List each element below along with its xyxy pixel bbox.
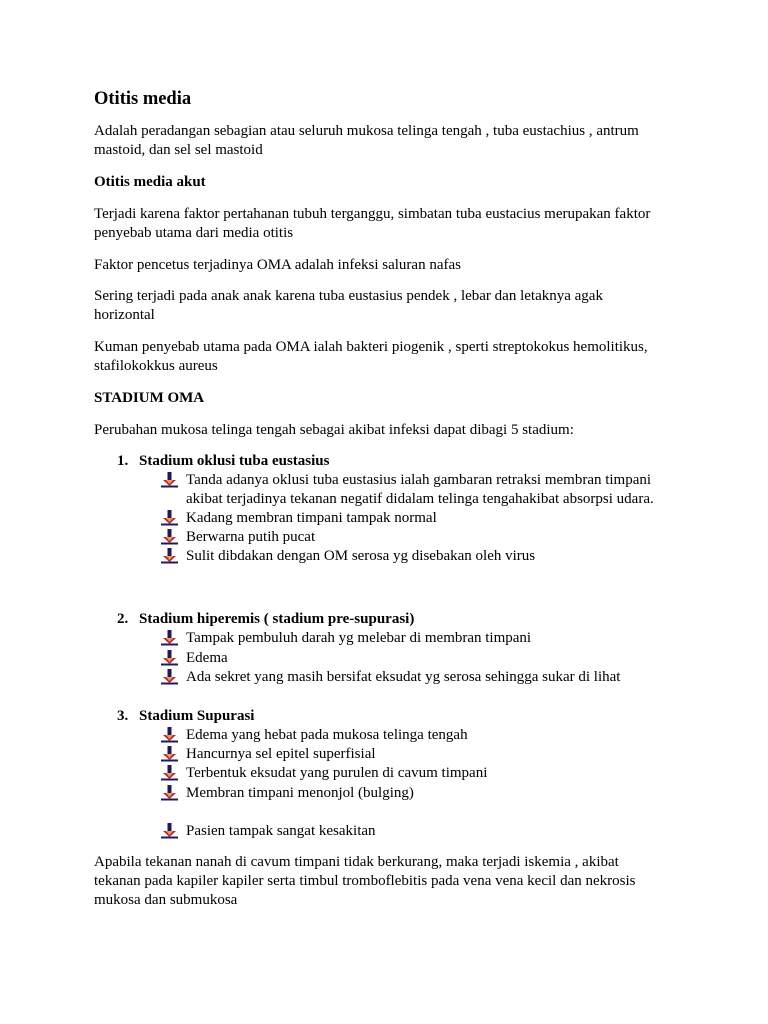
list-item-text: Berwarna putih pucat	[186, 529, 316, 545]
down-arrow-bullet-icon	[161, 765, 178, 781]
list-item-text: Tampak pembuluh darah yg melebar di membran timpani	[186, 630, 532, 646]
intro-line-2: mastoid, dan sel sel mastoid	[94, 142, 263, 158]
down-arrow-bullet-icon	[161, 727, 178, 743]
down-arrow-bullet-icon	[161, 669, 178, 685]
stage-label: Stadium Supurasi	[139, 708, 255, 724]
paragraph-4-line-2: stafilokokkus aureus	[94, 358, 218, 374]
stadium-heading: STADIUM OMA	[94, 390, 205, 406]
list-item-text: Kadang membran timpani tampak normal	[186, 510, 437, 526]
down-arrow-bullet-icon	[161, 472, 178, 488]
paragraph-1-line-1: Terjadi karena faktor pertahanan tubuh terganggu, simbatan tuba eustacius merupakan faktor	[94, 206, 651, 222]
down-arrow-bullet-icon	[161, 650, 178, 666]
stage-3-title	[117, 707, 254, 726]
list-item-text-continued: akibat terjadinya tekanan negatif didalam telinga tengahakibat absorpsi udara.	[186, 491, 654, 507]
down-arrow-bullet-icon	[161, 823, 178, 839]
list-item-text: Terbentuk eksudat yang purulen di cavum timpani	[186, 765, 488, 781]
closing-line-1: Apabila tekanan nanah di cavum timpani tidak berkurang, maka terjadi iskemia , akibat	[94, 854, 619, 870]
list-item-text: Ada sekret yang masih bersifat eksudat yg serosa sehingga sukar di lihat	[186, 669, 621, 685]
stage-1-title	[117, 452, 330, 471]
paragraph-5: Perubahan mukosa telinga tengah sebagai akibat infeksi dapat dibagi 5 stadium:	[94, 422, 574, 438]
closing-line-3: mukosa dan submukosa	[94, 892, 238, 908]
stage-label: Stadium hiperemis ( stadium pre-supurasi)	[139, 611, 415, 627]
list-item-text: Sulit dibdakan dengan OM serosa yg disebakan oleh virus	[186, 548, 536, 564]
paragraph-2: Faktor pencetus terjadinya OMA adalah infeksi saluran nafas	[94, 257, 461, 273]
down-arrow-bullet-icon	[161, 529, 178, 545]
list-item-text: Pasien tampak sangat kesakitan	[186, 823, 376, 839]
down-arrow-bullet-icon	[161, 630, 178, 646]
stage-number: 2.	[117, 611, 129, 627]
list-item-text: Edema yang hebat pada mukosa telinga tengah	[186, 727, 468, 743]
list-item-text: Hancurnya sel epitel superfisial	[186, 746, 376, 762]
paragraph-4-line-1: Kuman penyebab utama pada OMA ialah bakteri piogenik , sperti streptokokus hemolitikus,	[94, 339, 648, 355]
paragraph-1-line-2: penyebab utama dari media otitis	[94, 225, 294, 241]
stage-number: 3.	[117, 708, 129, 724]
closing-line-2: tekanan pada kapiler kapiler serta timbul tromboflebitis pada vena vena kecil dan nekrosis	[94, 873, 636, 889]
list-item-text: Tanda adanya oklusi tuba eustasius ialah gambaran retraksi membran timpani	[186, 472, 652, 488]
stage-label: Stadium oklusi tuba eustasius	[139, 453, 330, 469]
document-title: Otitis media	[94, 89, 192, 109]
down-arrow-bullet-icon	[161, 548, 178, 564]
stage-2-title	[117, 610, 414, 629]
down-arrow-bullet-icon	[161, 510, 178, 526]
list-item-text: Edema	[186, 650, 228, 666]
down-arrow-bullet-icon	[161, 746, 178, 762]
stage-number: 1.	[117, 453, 129, 469]
paragraph-3-line-2: horizontal	[94, 307, 155, 323]
intro-line-1: Adalah peradangan sebagian atau seluruh mukosa telinga tengah , tuba eustachius , antrum	[94, 123, 639, 139]
oma-heading: Otitis media akut	[94, 174, 206, 190]
list-item-text: Membran timpani menonjol (bulging)	[186, 785, 414, 801]
paragraph-3-line-1: Sering terjadi pada anak anak karena tuba eustasius pendek , lebar dan letaknya agak	[94, 288, 603, 304]
down-arrow-bullet-icon	[161, 785, 178, 801]
